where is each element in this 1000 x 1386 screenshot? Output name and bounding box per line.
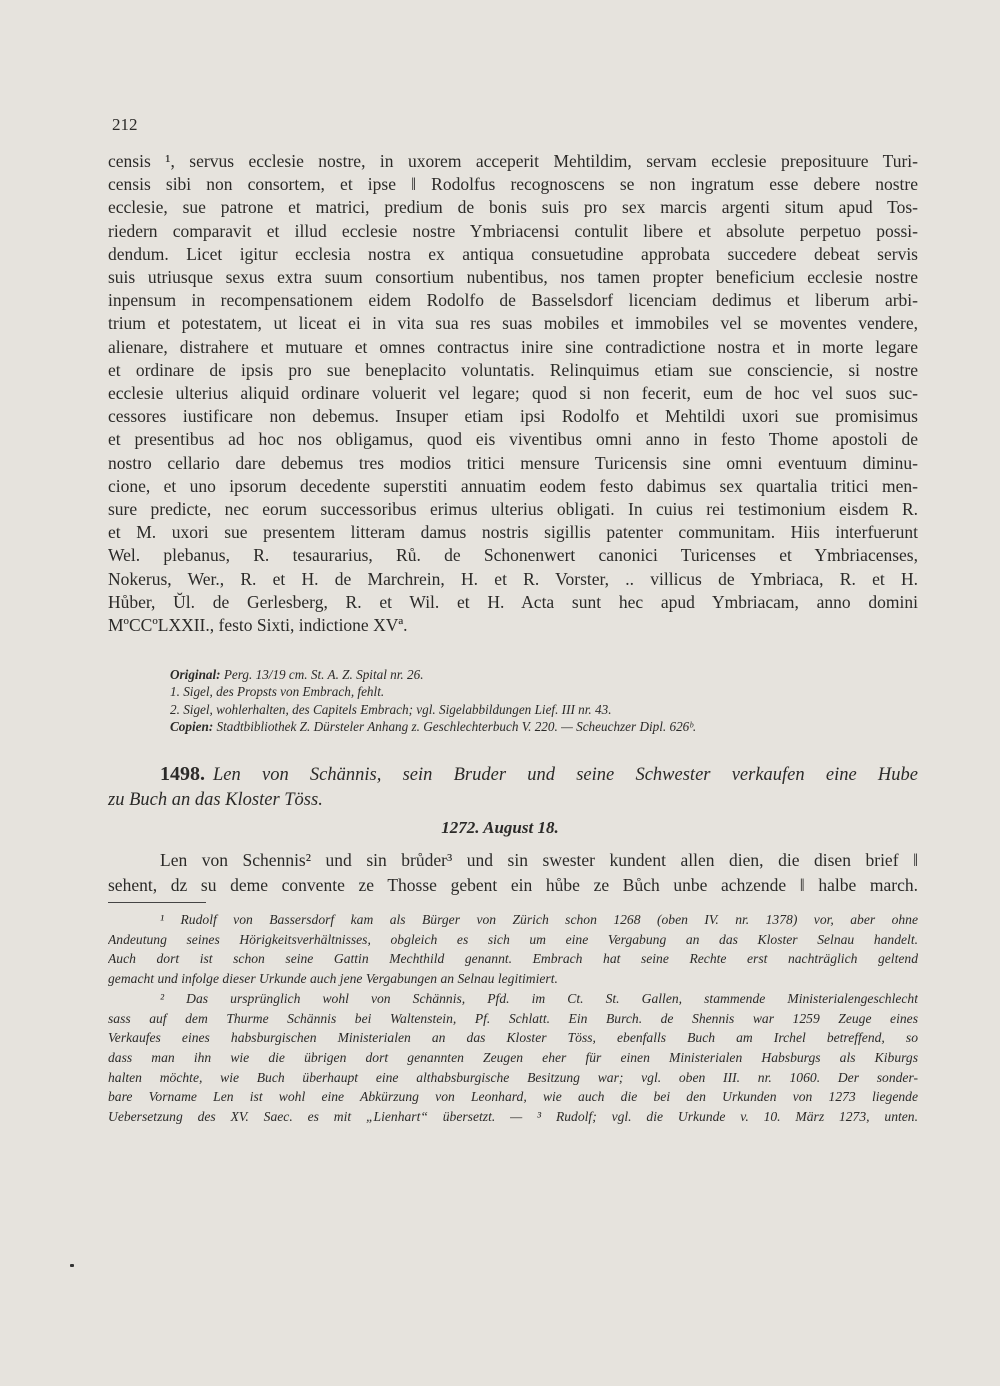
document-date: 1272. August 18. (441, 818, 559, 837)
source-notes (170, 666, 930, 736)
text-line: alienare, distrahere et mutuare et omnes contractus inire sine contradictione nostra et in morte legare (108, 336, 918, 357)
document-number: 1498. (160, 763, 205, 785)
text-line: Nokerus, Wer., R. et H. de Marchrein, H. et R. Vorster, .. villicus de Ymbriaca, R. et H. (108, 568, 918, 589)
copies-label: Copien: (170, 719, 214, 735)
footnotes (108, 910, 918, 1127)
text-line: et ordinare de ipsis pro sue beneplacito voluntatis. Relinquimus etiam sue consciencie, si nostre (108, 359, 918, 380)
footnote-line: ² Das ursprünglich wohl von Schännis, Pfd. im Ct. St. Gallen, stammende Ministerialengeschlecht (160, 990, 918, 1006)
original-text: Perg. 13/19 cm. St. A. Z. Spital nr. 26. (223, 667, 424, 682)
text-line: Wel. plebanus, R. tesaurarius, Rů. de Schonenwert canonici Turicenses et Ymbriacenses, (108, 545, 918, 566)
footnote-line: gemacht und infolge dieser Urkunde auch jene Vergabungen an Selnau legitimiert. (108, 971, 558, 987)
footnote-line: Andeutung seines Hörigkeitsverhältnisses, obgleich es sich um eine Vergabung an das Kloster Selnau handelt. (108, 931, 918, 947)
footnote-line: ¹ Rudolf von Bassersdorf kam als Bürger von Zürich schon 1268 (oben IV. nr. 1378) vor, aber ohne (160, 912, 918, 927)
copies-note (170, 718, 930, 735)
text-line: inpensum in recompensationem eidem Rodolfo de Basselsdorf licenciam dedimus et liberum arbi- (108, 290, 918, 311)
text-line: et presentibus ad hoc nos obligamus, quod eis viventibus omni anno in festo Thome apostoli de (108, 429, 918, 450)
text-line: ecclesie, sue patrone et matrici, predium de bonis suis pro sex marcis argenti situm apud Tos- (108, 197, 918, 218)
text-line: nostro cellario dare debemus tres modios tritici mensure Turicensis sine omni eventuum diminu- (108, 452, 918, 473)
document-text-line-1: Len von Schennis² und sin brůder³ und sin swester kundent allen dien, die disen brief ‖ (160, 850, 918, 870)
text-line: censis ¹, servus ecclesie nostre, in uxorem acceperit Mehtildim, servam ecclesie preposituure Turi- (108, 151, 918, 171)
footnote-line: dass man ihn wie die übrigen dort genannten Zeugen eher für einen Ministerialen Habsburgs als Kiburgs (108, 1049, 918, 1065)
footnote-line: Auch dort ist schon seine Gattin Mechthild genannt. Embrach hat seine Rechte erst nachträglich geltend (108, 951, 918, 967)
copies-text: Stadtbibliothek Z. Dürsteler Anhang z. Geschlechterbuch V. 220. — Scheuchzer Dipl. 626ᵇ. (216, 719, 697, 735)
page-number: 212 (112, 115, 138, 134)
document-heading (108, 762, 918, 813)
original-label: Original: (170, 667, 221, 682)
text-line: cione, et uno ipsorum decedente superstiti annuatim eodem festo dabimus sex quartalia tritici men- (108, 475, 918, 496)
seal-note-1: 1. Sigel, des Propsts von Embrach, fehlt. (170, 684, 385, 700)
footnote-line: Uebersetzung des XV. Saec. es mit „Lienhart“ übersetzt. — ³ Rudolf; vgl. die Urkunde v. 10. März 1273, unten. (108, 1109, 918, 1125)
heading-line-1 (108, 762, 918, 788)
text-line: cessores iustificare non debemus. Insuper etiam ipsi Rodolfo et Mehtildi uxori sue promisimus (108, 406, 918, 427)
seal-note-2: 2. Sigel, wohlerhalten, des Capitels Embrach; vgl. Sigelabbildungen Lief. III nr. 43. (170, 701, 612, 717)
document-title-line-2: zu Buch an das Kloster Töss. (108, 790, 323, 810)
original-note (170, 666, 930, 683)
document-text (108, 848, 918, 898)
text-line: suis utriusque sexus extra suum consortium nubentibus, nos tamen propter beneficium ecclesie nostre (108, 267, 918, 288)
main-text-block (108, 150, 918, 637)
text-line: riedern comparavit et illud ecclesie nostre Ymbriacensi contulit libere et absolute perpetuo possi- (108, 220, 918, 241)
text-line: ecclesie ulterius aliquid ordinare voluerit vel legare; quod si non fecerit, eum de hoc vel suos suc- (108, 383, 918, 404)
footnote-line: sass auf dem Thurme Schännis bei Waltenstein, Pf. Schlatt. Ein Burch. de Shennis war 1259 Zeuge eines (108, 1010, 918, 1026)
ink-speck (70, 1264, 74, 1267)
text-line: dendum. Licet igitur ecclesia nostra ex antiqua consuetudine approbata succedere debeat servis (108, 243, 918, 264)
text-line: sure predicte, nec eorum successoribus erimus ulterius obligati. In cuius rei testimonium eisdem R. (108, 499, 918, 520)
footnote-line: bare Vorname Len ist wohl eine Abkürzung von Leonhard, wie auch die bei den Urkunden von 1273 liegende (108, 1089, 918, 1105)
text-line: et M. uxori sue presentem litteram damus nostris sigillis patenter communitam. Hiis interfuerunt (108, 522, 918, 543)
footnote-divider (108, 902, 206, 903)
document-text-line-2: sehent, dz su deme convente ze Thosse gebent ein hůbe ze Bůch unbe achzende ‖ halbe march. (108, 875, 918, 895)
document-title-line-1: Len von Schännis, sein Bruder und seine Schwester verkaufen eine Hube (213, 765, 918, 785)
text-line: Hůber, Ŭl. de Gerlesberg, R. et Wil. et H. Acta sunt hec apud Ymbriacam, anno domini (108, 591, 918, 612)
text-line: trium et potestatem, ut liceat ei in vita sua res suas mobiles et immobiles vel se moventes vendere, (108, 313, 918, 334)
footnote-line: Verkaufes eines habsburgischen Ministerialen an das Kloster Töss, ebenfalls Buch am Irchel betreffend, so (108, 1030, 918, 1046)
text-line: censis sibi non consortem, et ipse ‖ Rodolfus recognoscens se non ingratum esse debere nostre (108, 174, 918, 195)
footnote-line: halten möchte, wie Buch überhaupt eine althabsburgische Besitzung war; vgl. oben III. nr. 1060. Der sonder- (108, 1069, 918, 1085)
text-line: MºCCºLXXII., festo Sixti, indictione XVª. (108, 615, 408, 636)
